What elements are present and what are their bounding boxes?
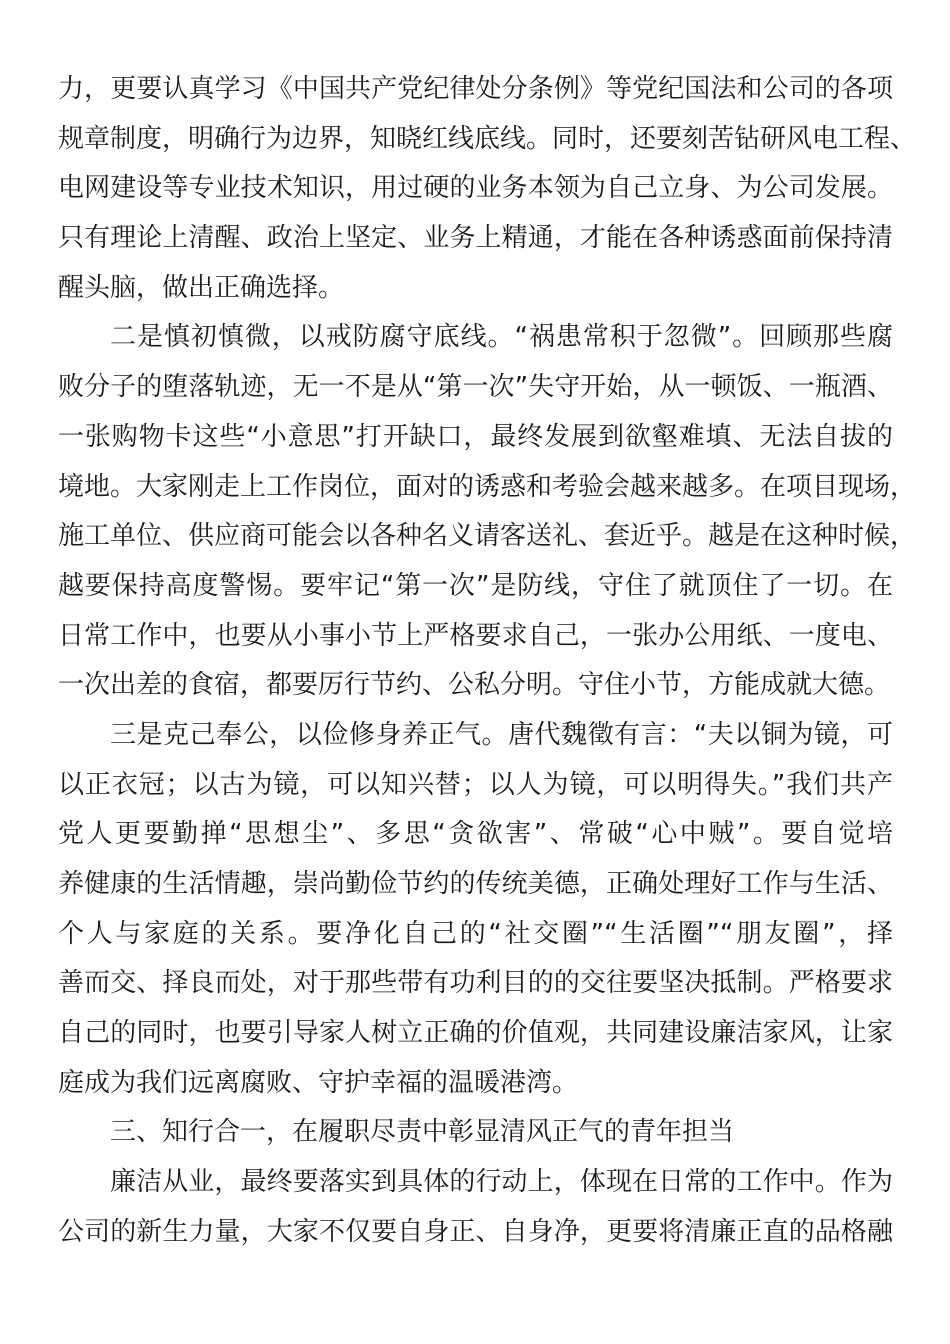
text-line: 一次出差的食宿，都要厉行节约、公私分明。守住小节，方能成就大德。 (58, 670, 891, 701)
section-heading-text: 三、知行合一，在履职尽责中彰显清风正气的青年担当 (110, 1117, 735, 1148)
paragraph-second-point (58, 313, 917, 711)
text-line: 越要保持高度警惕。要牢记“第一次”是防线，守住了就顶住了一切。在 (58, 570, 893, 601)
text-line: 电网建设等专业技术知识，用过硬的业务本领为自己立身、为公司发展。 (58, 173, 893, 204)
text-line: 党人更要勤掸“思想尘”、多思“贪欲害”、常破“心中贼”。要自觉培 (58, 819, 893, 850)
text-line: 一张购物卡这些“小意思”打开缺口，最终发展到欲壑难填、无法自拔的 (58, 421, 893, 452)
text-line: 养健康的生活情趣，崇尚勤俭节约的传统美德，正确处理好工作与生活、 (58, 869, 893, 899)
text-line: 以正衣冠；以古为镜，可以知兴替；以人为镜，可以明得失。”我们共产 (58, 769, 893, 800)
text-line: 规章制度，明确行为边界，知晓红线底线。同时，还要刻苦钻研风电工程、 (58, 123, 917, 154)
text-line: 二是慎初慎微，以戒防腐守底线。“祸患常积于忽微”。回顾那些腐 (110, 322, 893, 353)
text-line: 施工单位、供应商可能会以各种名义请客送礼、套近乎。越是在这种时候， (58, 521, 917, 552)
text-line: 只有理论上清醒、政治上坚定、业务上精通，才能在各种诱惑面前保持清 (58, 223, 893, 254)
text-line: 醒头脑，做出正确选择。 (58, 272, 345, 303)
text-line: 廉洁从业，最终要落实到具体的行动上，体现在日常的工作中。作为 (110, 1167, 893, 1198)
paragraph-third-point (58, 711, 893, 1109)
text-line: 三是克己奉公，以俭修身养正气。唐代魏徵有言：“夫以铜为镜，可 (110, 719, 893, 750)
text-line: 自己的同时，也要引导家人树立正确的价值观，共同建设廉洁家风，让家 (58, 1018, 893, 1049)
text-line: 败分子的堕落轨迹，无一不是从“第一次”失守开始，从一顿饭、一瓶酒、 (58, 372, 893, 403)
text-line: 个人与家庭的关系。要净化自己的“社交圈”“生活圈”“朋友圈”，择 (58, 918, 893, 949)
text-line: 日常工作中，也要从小事小节上严格要求自己，一张办公用纸、一度电、 (58, 620, 893, 651)
document-body (58, 65, 917, 1258)
text-line: 庭成为我们远离腐败、守护幸福的温暖港湾。 (58, 1067, 579, 1098)
paragraph-section-intro (58, 1158, 893, 1257)
text-line: 境地。大家刚走上工作岗位，面对的诱惑和考验会越来越多。在项目现场， (58, 471, 917, 502)
text-line: 力，更要认真学习《中国共产党纪律处分条例》等党纪国法和公司的各项 (58, 74, 893, 104)
paragraph-continuation (58, 65, 917, 313)
text-line: 善而交、择良而处，对于那些带有功利目的的交往要坚决抵制。严格要求 (58, 968, 893, 999)
text-line: 公司的新生力量，大家不仅要自身正、自身净，更要将清廉正直的品格融 (58, 1216, 893, 1247)
section-heading (58, 1108, 893, 1158)
